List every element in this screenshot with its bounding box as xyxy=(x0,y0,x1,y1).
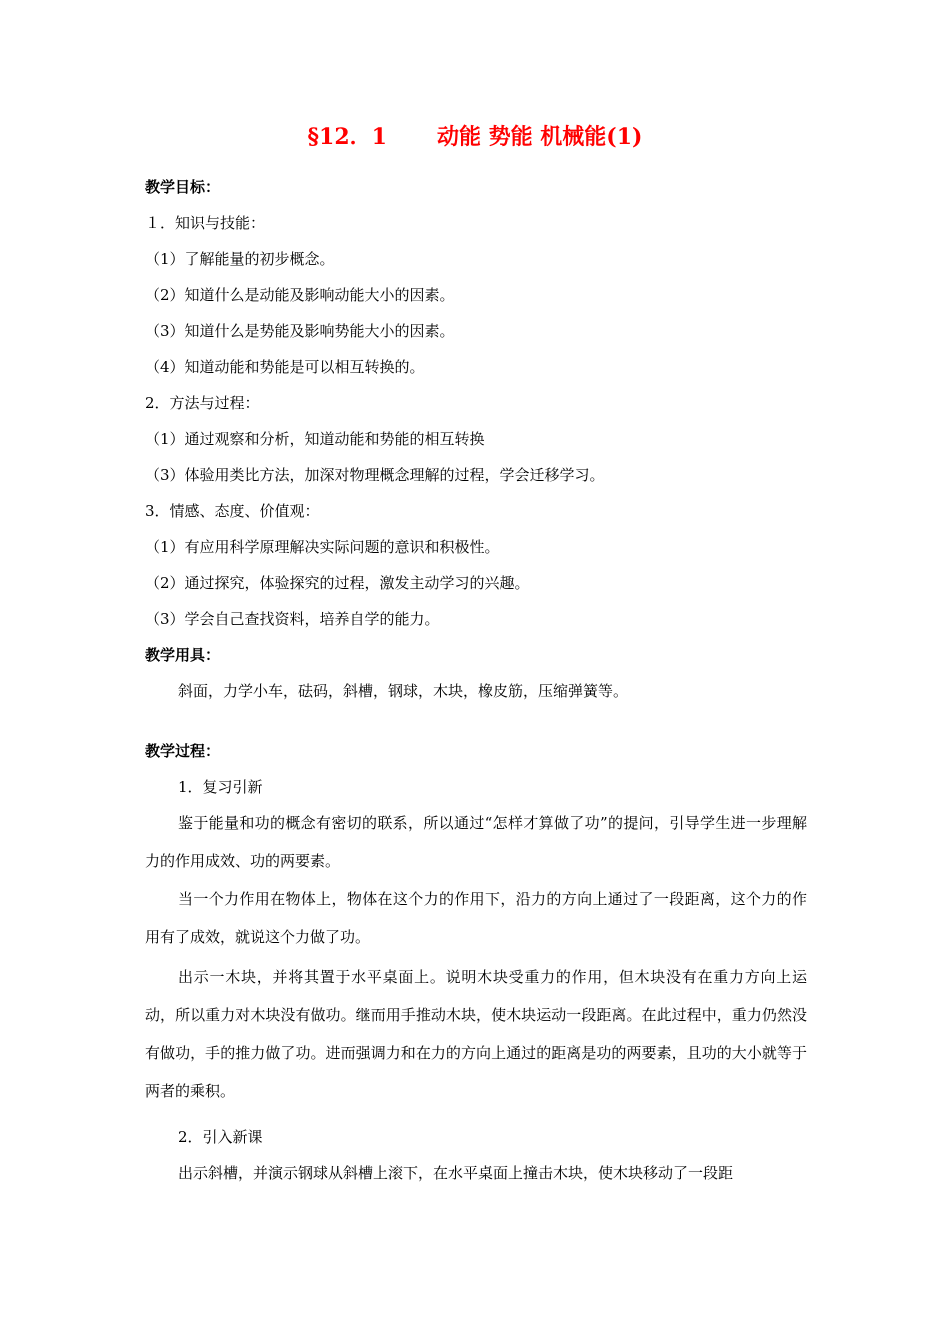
step-title: 1．复习引新 xyxy=(178,778,263,796)
paragraph: 当一个力作用在物体上，物体在这个力的作用下，沿力的方向上通过了一段距离，这个力的作用有了成效，就说这个力做了功。 xyxy=(145,890,807,946)
objective-item: （1）通过观察和分析，知道动能和势能的相互转换 xyxy=(145,430,485,448)
tools-heading: 教学用具： xyxy=(145,646,221,664)
objective-item: （4）知道动能和势能是可以相互转换的。 xyxy=(145,358,425,376)
objective-item: （1）了解能量的初步概念。 xyxy=(145,250,335,268)
objective-item: （3）学会自己查找资料，培养自学的能力。 xyxy=(145,610,440,628)
objectives-heading: 教学目标： xyxy=(145,178,221,196)
process-heading: 教学过程： xyxy=(145,742,221,760)
paragraph: 鉴于能量和功的概念有密切的联系，所以通过“怎样才算做了功”的提问，引导学生进一步理解力的作用成效、功的两要素。 xyxy=(145,814,807,870)
paragraph: 出示斜槽，并演示钢球从斜槽上滚下，在水平桌面上撞击木块，使木块移动了一段距 xyxy=(178,1164,734,1182)
objective-item: （2）知道什么是动能及影响动能大小的因素。 xyxy=(145,286,455,304)
objective-item: （3）知道什么是势能及影响势能大小的因素。 xyxy=(145,322,455,340)
section-number: §12．1 xyxy=(307,124,387,150)
tools-list: 斜面，力学小车，砝码，斜槽，钢球，木块，橡皮筋，压缩弹簧等。 xyxy=(178,682,629,700)
paragraph: 出示一木块，并将其置于水平桌面上。说明木块受重力的作用，但木块没有在重力方向上运动，所以重力对木块没有做功。继而用手推动木块，使木块运动一段距离。在此过程中，重力仍然没有做功，手的推力做了功。进而强调力和在力的方向上通过的距离是功的两要素，且功的大小就等于两者的乘积。 xyxy=(145,968,807,1100)
document-title xyxy=(0,120,950,151)
objective-item: （2）通过探究，体验探究的过程，激发主动学习的兴趣。 xyxy=(145,574,530,592)
objective-group-title: 2．方法与过程： xyxy=(145,394,260,412)
objective-group-title: １．知识与技能： xyxy=(145,214,266,232)
title-text: 动能 势能 机械能(1) xyxy=(436,124,643,150)
objective-item: （3）体验用类比方法，加深对物理概念理解的过程，学会迁移学习。 xyxy=(145,466,605,484)
objective-group-title: 3．情感、态度、价值观： xyxy=(145,502,320,520)
step-title: 2．引入新课 xyxy=(178,1128,263,1146)
objective-item: （1）有应用科学原理解决实际问题的意识和积极性。 xyxy=(145,538,500,556)
